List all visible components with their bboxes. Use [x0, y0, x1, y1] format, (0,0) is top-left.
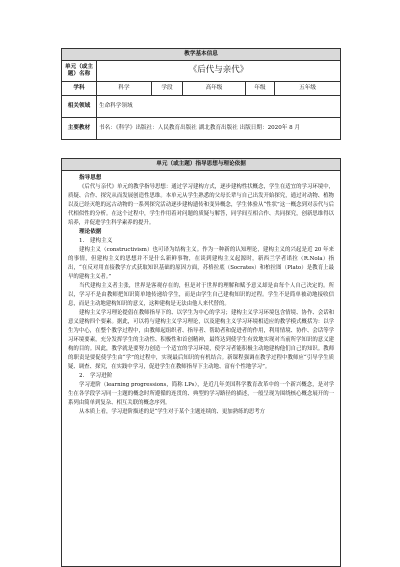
theory-label: 理论依据	[79, 229, 102, 235]
point1-paragraph-1: 建构主义（constructivism）也可译为结构主义。作为一种新的认知理论，建构主义的兴起是近 20 年来的事情，但建构主义的思想并不是什么新鲜事物，在谈到建构主义起源时，新西兰学者诺拉（R.Nola）指出，“在反对用直接教学方式获取知识基础的原因方面，苏格拉底（Socrates）和柏拉图（Plato）是教育上最早的建构主义者。”	[68, 247, 335, 280]
section-header-basic-info: 教学基本信息	[62, 49, 341, 61]
document-page	[61, 48, 340, 567]
subject-value: 科学	[97, 82, 152, 96]
material-value: 书名：《科学》出版社：人民教育出版社 湖北教育出版社 出版日期：2020年 8 月	[97, 118, 341, 140]
theory-body	[62, 171, 341, 567]
stage-label: 学段	[152, 82, 183, 96]
point1-paragraph-2: 当代建构主义者主张，世界是客观存在的，但是对于世界的理解和赋予意义却是由每个人自己决定的。所以，学习不是由教师把知识简单地传递给学生，而是由学生自己建构知识的过程。学生不是简单被动地接收信息，而是主动地建构知识的意义，这种建构是无法由他人来代替的。	[68, 283, 335, 307]
guiding-text: 《后代与亲代》单元的教学指导思想：通过学习建构方式，逐步建构性状概念，学生在适宜的学习环境中，质疑、合作、探究从而发展创造性思维。本单元从学生熟悉的父母长辈与自己出发开始探究，通过对动物、植物以及已经灭绝的远古动物的一系列探究活动逐步建构遗传和变异概念，学生体验从“性状”这一概念到对亲代与后代相似性的分析。在这个过程中，学生作用着对问题的质疑与解答，同学间互相合作、共同探究，创新思维得以培养，并促进学生科学素养的提升。	[68, 184, 335, 226]
section-header-theory: 单元（或主题）指导思想与理论依据	[62, 159, 341, 171]
unit-name-value: 《后代与亲代》	[97, 61, 341, 82]
point1-paragraph-3: 建构主义学习理论提倡在教师指导下的、以学生为中心的学习；建构主义学习环境包含情境、协作、会话和意义建构四个要素。据此，可以将与建构主义学习理论，以及建构主义学习环境相适应的教学模式概括为：以学生为中心，在整个教学过程中，由教师起组织者、指导者、帮助者和促进者的作用，利用情境、协作、会话等学习环境要素，充分发挥学生的主动性、积极性和首创精神，最终达到使学生有效地实现对当前所学知识的意义建构的目的。因此，教学就是要努力创造一个适宜的学习环境，使学习者能积极主动地建构他们自己的知识。教师的职责是要促使学生由“学”的过程中，实现最后知识的有机结合。新课程强调在教学过程中教师应“引导学生质疑、调查、探究，在实践中学习，促进学生在教师指导下主动地、富有个性地学习”。	[68, 310, 335, 370]
point2-paragraph-2: 从本质上看，学习进阶描述的是“学生对于某个主题连续的、更加熟练的思考方	[79, 409, 266, 415]
material-label: 主要教材	[62, 118, 97, 140]
point2-title: 2. 学习进阶	[79, 373, 113, 379]
domain-value: 生命科学领域	[97, 96, 341, 118]
stage-value: 高年级	[183, 82, 246, 96]
guiding-label: 指导思想	[79, 175, 102, 181]
point1-title: 1. 建构主义	[79, 238, 113, 244]
point2-paragraph-1: 学习进阶（learning progressions，简称 LPs），是近几年美国科学教育改革中的一个新兴概念，是对学生在各学段学习同一主题的概念时所遵循的连贯的、典型的学习路径的描述，一般呈现为围绕核心概念展开的一系列由简单到复杂、相互关联的概念序列。	[68, 382, 335, 406]
subject-label: 学科	[62, 82, 97, 96]
basic-info-table	[61, 48, 341, 567]
unit-name-label: 单元（或主题）名称	[62, 61, 97, 82]
grade-label: 年级	[246, 82, 275, 96]
table-gap	[62, 140, 341, 159]
domain-label: 相关领域	[62, 96, 97, 118]
grade-value: 五年级	[275, 82, 341, 96]
